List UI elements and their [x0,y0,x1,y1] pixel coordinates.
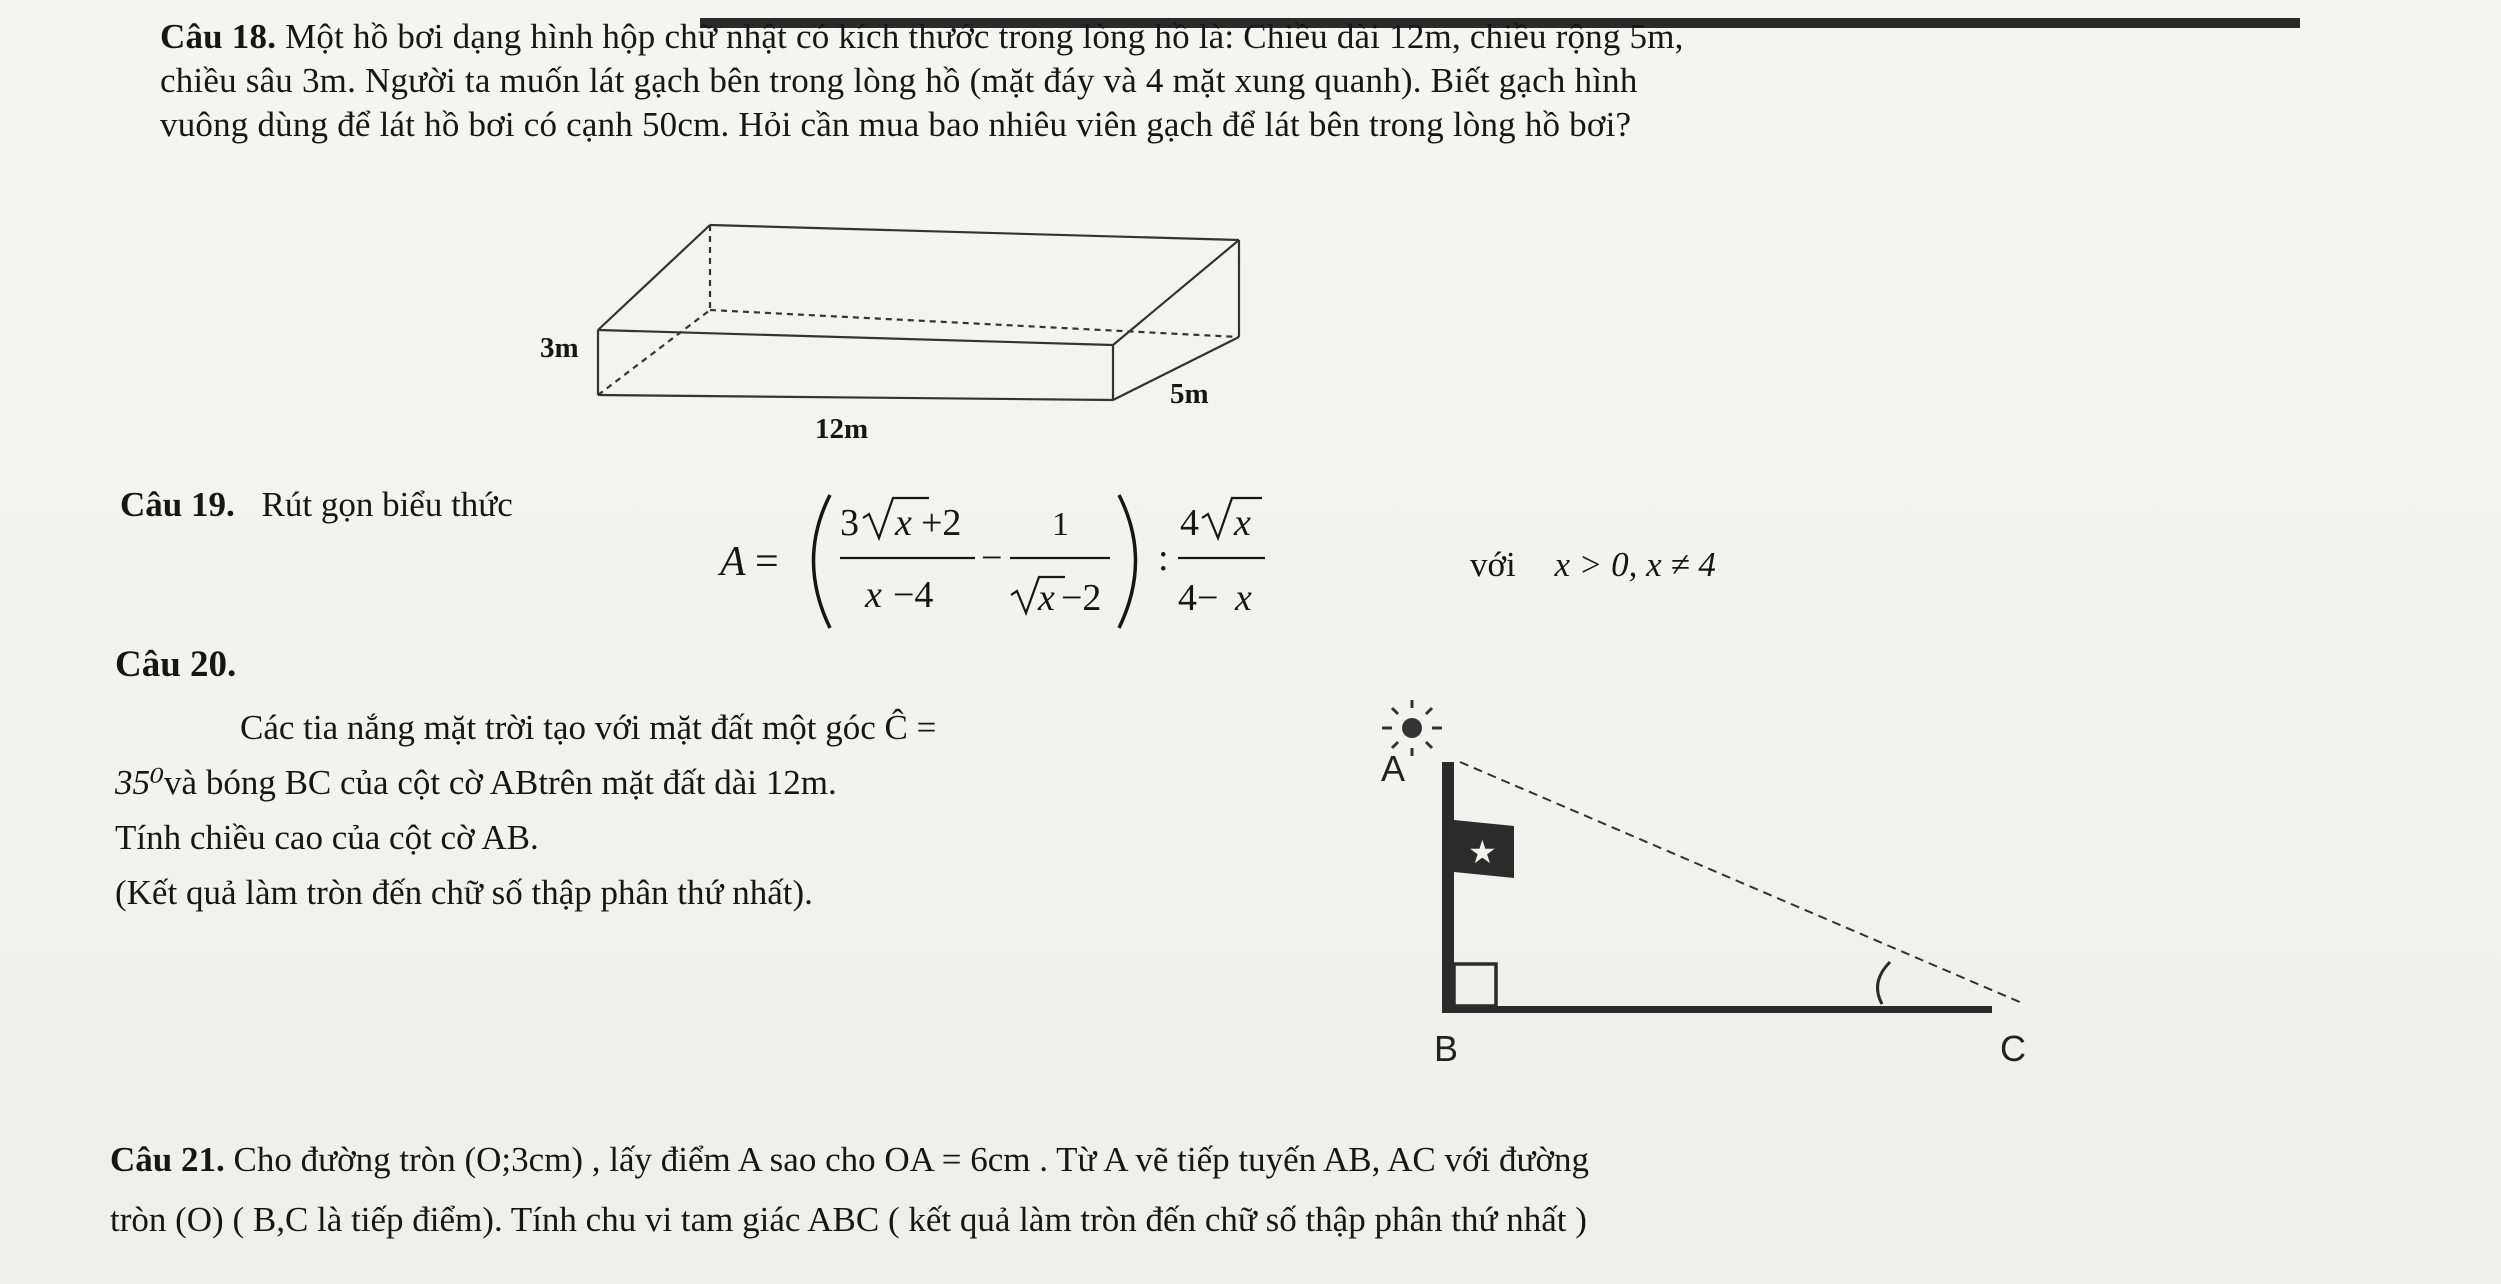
svg-text:1: 1 [1052,506,1069,543]
question-19-text: Rút gọn biểu thức [261,485,513,524]
question-20-line-3: Tính chiều cao của cột cờ AB. [115,818,539,857]
ground-line [1442,1006,1992,1013]
svg-text:4: 4 [1180,502,1199,544]
question-19-condition [1470,545,1716,585]
svg-text:4−: 4− [1178,577,1219,619]
svg-text:−4: −4 [893,574,934,616]
svg-text:x: x [865,574,882,616]
question-20-number: Câu 20. [115,644,237,685]
question-19 [120,485,513,525]
question-19-expression [715,470,1455,645]
question-19-condition-word: với [1470,545,1516,584]
question-18-number: Câu 18. [160,17,277,56]
question-21-line-1: Cho đường tròn (O;3cm) , lấy điểm A sao cho OA = 6cm . Từ A vẽ tiếp tuyến AB, AC với đường [224,1140,1589,1179]
angle-c-arc [1878,962,1891,1004]
right-angle-marker [1454,964,1496,1006]
svg-text:3: 3 [840,502,859,544]
flag-star-icon: ★ [1468,834,1497,870]
pool-length-label: 12m [815,413,869,445]
pool-box-figure [580,220,1280,450]
pool-width-label: 5m [1170,378,1209,410]
question-21-number: Câu 21. [110,1140,225,1179]
flagpole-figure [1330,700,2050,1040]
question-20-line-2: và bóng BC của cột cờ ABtrên mặt đất dài 12m. [164,763,837,802]
question-20 [115,700,936,920]
question-20-line-4: (Kết quả làm tròn đến chữ số thập phân thứ nhất). [115,873,813,912]
flagpole [1442,762,1454,1012]
question-18-line-1: Một hồ bơi dạng hình hộp chữ nhật có kích thước trong lòng hồ là: Chiều dài 12m, chiều rộng 5m, [276,17,1684,56]
point-a-label: A [1381,748,1406,789]
pool-height-label: 3m [540,332,579,364]
point-b-label: B [1434,1028,1459,1069]
svg-text:x: x [895,502,912,544]
svg-text:A: A [720,539,746,585]
svg-text:x: x [1235,577,1252,619]
question-19-condition-value: x > 0, x ≠ 4 [1554,545,1716,584]
question-18-line-3: vuông dùng để lát hồ bơi có cạnh 50cm. Hỏi cần mua bao nhiêu viên gạch để lát bên trong lòng hồ bơi? [160,105,1632,144]
svg-text:+2: +2 [921,502,962,544]
svg-text:−: − [981,537,1003,579]
sun-ray-line [1460,762,2022,1003]
question-19-number: Câu 19. [120,485,235,524]
question-20-angle: 35⁰ [115,763,165,802]
svg-text:−2: −2 [1061,577,1102,619]
point-c-label: C [2000,1028,2026,1069]
svg-text::: : [1158,537,1169,579]
question-21 [110,1130,1589,1250]
question-18-line-2: chiều sâu 3m. Người ta muốn lát gạch bên trong lòng hồ (mặt đáy và 4 mặt xung quanh). Biết gạch hình [160,61,1638,100]
svg-text:=: = [755,539,779,585]
question-21-line-2: tròn (O) ( B,C là tiếp điểm). Tính chu vi tam giác ABC ( kết quả làm tròn đến chữ số thập phân thứ nhất ) [110,1200,1587,1239]
question-20-line-1: Các tia nắng mặt trời tạo với mặt đất một góc Ĉ = [240,708,937,747]
svg-text:x: x [1234,502,1251,544]
svg-text:x: x [1038,577,1055,619]
question-18 [160,15,1684,147]
